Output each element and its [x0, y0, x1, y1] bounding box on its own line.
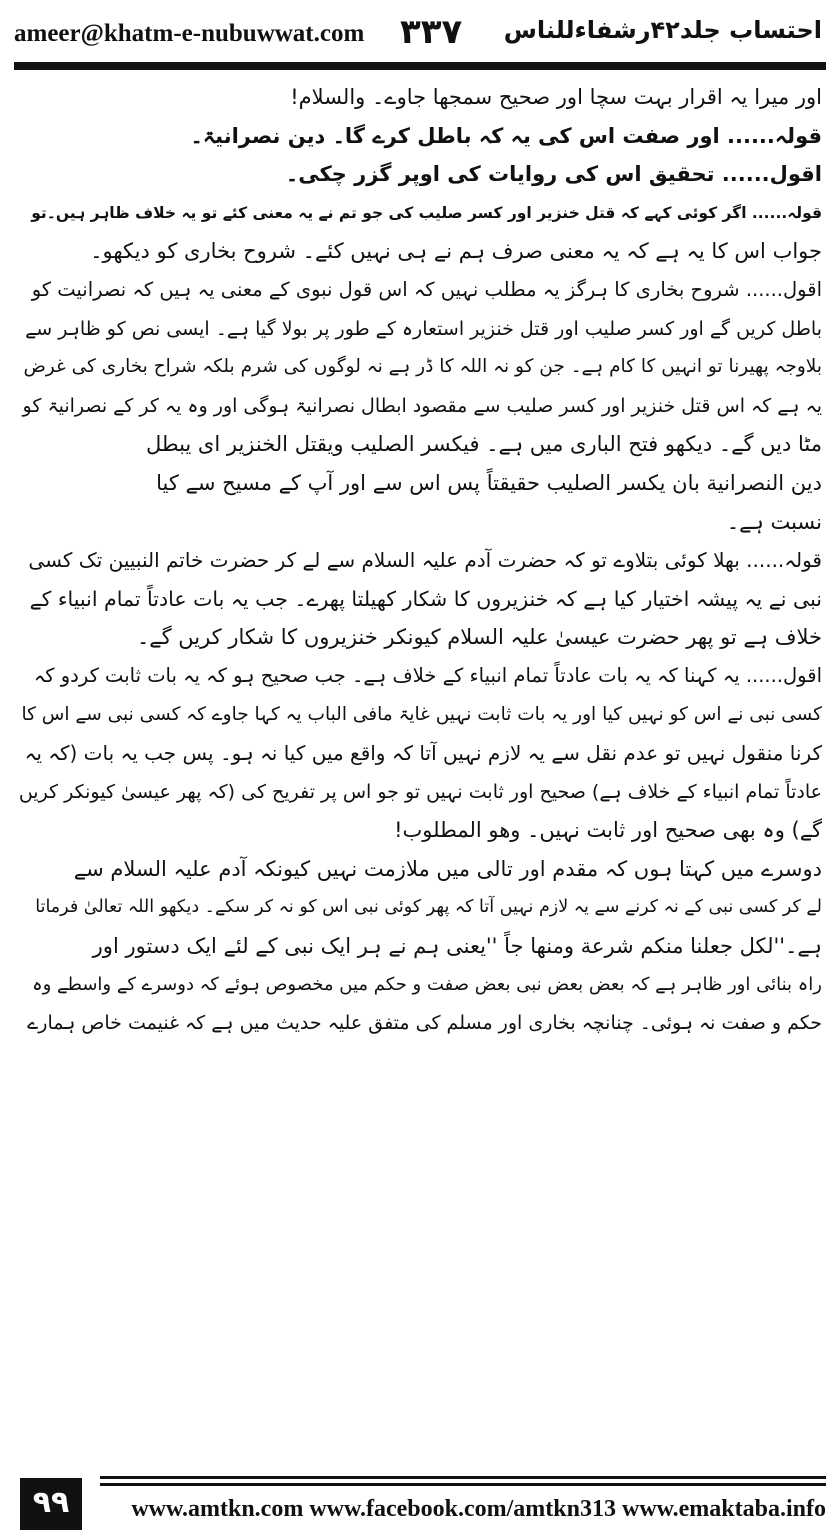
document-body [18, 78, 822, 1448]
text-line: نسبت ہے۔ [726, 509, 822, 534]
header-running-title: احتساب جلد۴۲رشفاءللناس [503, 16, 822, 44]
text-line: دین النصرانیة بان یکسر الصلیب حقیقتاً پس اس سے اور آپ کے مسیح سے کیا [156, 470, 822, 495]
text-line: مٹا دیں گے۔ دیکھو فتح الباری میں ہے۔ فیکسر الصلیب ویقتل الخنزیر ای یبطل [145, 432, 822, 457]
footer-rule [100, 1483, 826, 1486]
text-line: ہے۔''لکل جعلنا منکم شرعة ومنھا جاً ''یعنی ہم نے ہر ایک نبی کے لئے ایک دستور اور [92, 934, 822, 959]
text-line: اقول...... تحقیق اس کی روایات کی اوپر گزر چکی۔ [285, 162, 822, 187]
footer-websites: www.amtkn.com www.facebook.com/amtkn313 www.emaktaba.info [131, 1496, 826, 1522]
footer-rule [100, 1476, 826, 1479]
footer-page-box: ۹۹ [20, 1478, 82, 1530]
text-line: قولہ...... اگر کوئی کہے کہ قتل خنزیر اور کسر صلیب کی جو تم نے یہ معنی کئے تو یہ خلاف ظاہر ہیں۔تو [31, 203, 822, 222]
text-line: کرنا منقول نہیں تو عدم نقل سے یہ لازم نہیں آتا کہ واقع میں کیا نہ ہو۔ پس جب یہ بات (کہ یہ [24, 741, 822, 766]
text-line: اقول...... یہ کہنا کہ یہ بات عادتاً تمام انبیاء کے خلاف ہے۔ جب صحیح ہو کہ یہ بات ثابت کردو کہ [33, 663, 822, 687]
header-page-number: ۳۳۷ [400, 12, 463, 52]
text-line: کسی نبی نے اس کو نہیں کیا اور یہ بات ثابت نہیں غایۃ مافی الباب یہ کہا جاوے کہ کسی نبی سے اس کا [21, 703, 822, 725]
text-line: جواب اس کا یہ ہے کہ یہ معنی صرف ہم نے ہی نہیں کئے۔ شروح بخاری کو دیکھو۔ [90, 239, 822, 264]
text-line: بلاوجہ پھیرنا تو انہیں کا کام ہے۔ جن کو نہ اللہ کا ڈر ہے نہ لوگوں کی شرم بلکہ شراح بخاری کی غرض [23, 356, 822, 378]
text-line: نبی نے یہ پیشہ اختیار کیا ہے کہ خنزیروں کا شکار کھیلتا پھرے۔ جب یہ بات عادتاً تمام انبیاء کے [29, 586, 822, 611]
text-line: یہ ہے کہ اس قتل خنزیر اور کسر صلیب سے مقصود ابطال نصرانیۃ ہوگی اور وہ یہ کر کے نصرانیۃ کو [22, 394, 822, 417]
header-rule [14, 62, 826, 70]
header-email: ameer@khatm-e-nubuwwat.com [14, 20, 365, 47]
page-footer [0, 1470, 840, 1540]
text-line: قولہ...... اور صفت اس کی یہ کہ باطل کرے گا۔ دین نصرانیۃ۔ [190, 123, 822, 148]
text-line: راہ بنائی اور ظاہر ہے کہ بعض بعض نبی بعض صفت و حکم میں مخصوص ہوئے کہ دوسرے کے واسطے وہ [32, 973, 822, 995]
text-line: باطل کریں گے اور کسر صلیب اور قتل خنزیر استعارہ کے طور پر بولا گیا ہے۔ ایسی نص کو ظاہر سے [25, 317, 822, 340]
text-line: اقول...... شروح بخاری کا ہرگز یہ مطلب نہیں کہ اس قول نبوی کے معنی یہ ہیں کہ نصرانیت کو [31, 277, 822, 301]
text-line: گے) وہ بھی صحیح اور ثابت نہیں۔ وھو المطلوب! [394, 818, 822, 843]
text-line: عادتاً تمام انبیاء کے خلاف ہے) صحیح اور ثابت نہیں تو جو اس پر تفریح کی (کہ پھر عیسیٰ کیونکر کریں [18, 780, 822, 803]
text-line: دوسرے میں کہتا ہوں کہ مقدم اور تالی میں ملازمت نہیں کیونکہ آدم علیہ السلام سے [73, 856, 822, 881]
text-line: لے کر کسی نبی کے نہ کرنے سے یہ لازم نہیں آتا کہ پھر کوئی نبی اس کو نہ کر سکے۔ دیکھو اللہ تعالیٰ فرماتا [35, 897, 822, 918]
text-line: قولہ...... بھلا کوئی بتلاوے تو کہ حضرت آدم علیہ السلام سے لے کر حضرت خاتم النبیین تک کسی [28, 548, 822, 573]
text-line: اور میرا یہ اقرار بہت سچا اور صحیح سمجھا جاوے۔ والسلام! [290, 85, 822, 109]
page-header [0, 0, 840, 62]
text-line: حکم و صفت نہ ہوئی۔ چنانچہ بخاری اور مسلم کی متفق علیہ حدیث میں ہے کہ غنیمت خاص ہمارے [27, 1012, 822, 1035]
text-line: خلاف ہے تو پھر حضرت عیسیٰ علیہ السلام کیونکر خنزیروں کا شکار کریں گے۔ [136, 625, 822, 650]
